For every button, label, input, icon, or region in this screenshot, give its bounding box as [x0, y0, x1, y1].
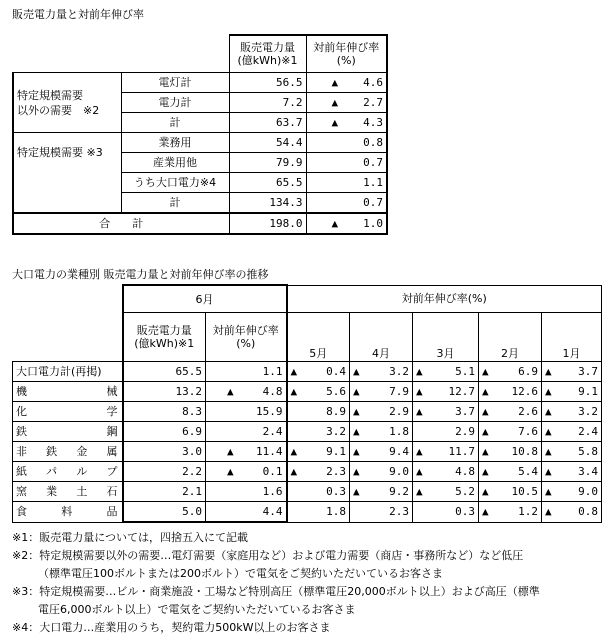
growth-value: 4.4 — [206, 502, 287, 523]
industry-label: 食料品 — [13, 502, 123, 523]
row-label: 業務用 — [121, 133, 229, 153]
trend-value: ▲ 2.6 — [479, 402, 542, 422]
industry-label: 機械 — [13, 382, 123, 402]
trend-value: 3.2 — [287, 422, 350, 442]
industry-row — [13, 402, 602, 422]
col-growth-header: 対前年伸び率 (%) — [306, 35, 387, 73]
note: 電圧6,000ボルト以上）で電気をご契約いただいているお客さま — [38, 603, 356, 616]
trend-value: ▲ 9.4 — [350, 442, 413, 462]
industry-row — [13, 482, 602, 502]
trend-value: ▲ 0.4 — [287, 362, 350, 382]
trend-value: ▲ 7.6 — [479, 422, 542, 442]
industry-label: 窯業土石 — [13, 482, 123, 502]
trend-value: ▲ 10.8 — [479, 442, 542, 462]
trend-value: ▲ 7.9 — [350, 382, 413, 402]
growth-value: ▲ 0.1 — [206, 462, 287, 482]
trend-value: ▲ 9.1 — [287, 442, 350, 462]
row-label: 計 — [121, 113, 229, 133]
group-specific: 特定規模需要 ※3 — [13, 133, 121, 214]
trend-value: ▲ 5.2 — [413, 482, 479, 502]
note: ※2：特定規模需要以外の需要…電灯需要（家庭用など）および電力需要（商店・事務所など）など低圧 — [12, 549, 524, 562]
month-col: 5月 — [287, 313, 350, 362]
trend-value: ▲ 2.4 — [542, 422, 602, 442]
growth-value: 1.1 — [306, 173, 387, 193]
industry-label: 鉄鋼 — [13, 422, 123, 442]
trend-value: 0.3 — [287, 482, 350, 502]
growth-value: 1.1 — [206, 362, 287, 382]
trend-value: ▲ 4.8 — [413, 462, 479, 482]
trend-value: ▲ 5.8 — [542, 442, 602, 462]
trend-value: ▲ 9.0 — [542, 482, 602, 502]
growth-value: 0.8 — [306, 133, 387, 153]
row-label: うち大口電力※4 — [121, 173, 229, 193]
growth-value: ▲ 11.4 — [206, 442, 287, 462]
sales-value: 79.9 — [229, 153, 306, 173]
col-sales-header: 販売電力量 (億kWh)※1 — [229, 35, 306, 73]
trend-value: ▲ 1.2 — [479, 502, 542, 523]
growth-value: ▲ 4.3 — [306, 113, 387, 133]
trend-value: ▲ 0.8 — [542, 502, 602, 523]
growth-value: 15.9 — [206, 402, 287, 422]
industry-row — [13, 442, 602, 462]
trend-value: 0.3 — [413, 502, 479, 523]
industry-table — [12, 284, 602, 523]
growth-value: ▲ 2.7 — [306, 93, 387, 113]
trend-value: ▲ 3.4 — [542, 462, 602, 482]
row-label: 電灯計 — [121, 73, 229, 93]
sales-table — [12, 34, 388, 235]
note: （標準電圧100ボルトまたは200ボルト）で電気をご契約いただいているお客さま — [38, 567, 443, 580]
industry-label: 紙パルプ — [13, 462, 123, 482]
growth-value: 0.7 — [306, 153, 387, 173]
sales-value: 2.2 — [123, 462, 206, 482]
industry-label: 大口電力計(再掲) — [13, 362, 123, 382]
trend-header: 対前年伸び率(%) — [287, 285, 602, 313]
industry-row — [13, 362, 602, 382]
footnotes — [12, 529, 602, 637]
industry-row — [13, 502, 602, 523]
growth-value: ▲ 4.8 — [206, 382, 287, 402]
industry-row — [13, 462, 602, 482]
sales-value: 54.4 — [229, 133, 306, 153]
col-growth-header: 対前年伸び率 (%) — [206, 313, 287, 362]
trend-value: 8.9 — [287, 402, 350, 422]
note: ※1：販売電力量については，四捨五入にて記載 — [12, 531, 248, 544]
growth-value: 2.4 — [206, 422, 287, 442]
month-col: 3月 — [413, 313, 479, 362]
total-sales: 198.0 — [229, 213, 306, 234]
trend-value: ▲ 2.9 — [350, 402, 413, 422]
row-label: 産業用他 — [121, 153, 229, 173]
trend-value: 1.8 — [287, 502, 350, 523]
sales-value: 134.3 — [229, 193, 306, 214]
row-label: 電力計 — [121, 93, 229, 113]
note: ※4：大口電力…産業用のうち，契約電力500kW以上のお客さま — [12, 621, 331, 634]
trend-value: ▲ 9.1 — [542, 382, 602, 402]
industry-row — [13, 422, 602, 442]
trend-value: ▲ 5.6 — [287, 382, 350, 402]
industry-row — [13, 382, 602, 402]
total-label: 合 計 — [13, 213, 229, 234]
industry-label: 化学 — [13, 402, 123, 422]
trend-value: ▲ 12.7 — [413, 382, 479, 402]
note: ※3：特定規模需要…ビル・商業施設・工場など特別高圧（標準電圧20,000ボルト以上）および高圧（標準 — [12, 585, 540, 598]
sales-value: 13.2 — [123, 382, 206, 402]
month-col: 1月 — [542, 313, 602, 362]
trend-value: ▲ 12.6 — [479, 382, 542, 402]
sales-value: 3.0 — [123, 442, 206, 462]
trend-value: ▲ 3.2 — [542, 402, 602, 422]
sales-value: 8.3 — [123, 402, 206, 422]
sales-value: 7.2 — [229, 93, 306, 113]
table1-title: 販売電力量と対前年伸び率 — [12, 8, 144, 21]
sales-value: 6.9 — [123, 422, 206, 442]
sales-value: 65.5 — [123, 362, 206, 382]
trend-value: ▲ 10.5 — [479, 482, 542, 502]
growth-value: ▲ 4.6 — [306, 73, 387, 93]
group-nonspecific: 特定規模需要 以外の需要 ※2 — [13, 73, 121, 133]
trend-value: ▲ 6.9 — [479, 362, 542, 382]
trend-value: ▲ 9.0 — [350, 462, 413, 482]
sales-value: 2.1 — [123, 482, 206, 502]
growth-value: 0.7 — [306, 193, 387, 214]
row-label: 計 — [121, 193, 229, 214]
sales-value: 56.5 — [229, 73, 306, 93]
col-sales-header: 販売電力量 (億kWh)※1 — [123, 313, 206, 362]
trend-value: ▲ 1.8 — [350, 422, 413, 442]
trend-value: ▲ 3.7 — [413, 402, 479, 422]
sales-value: 65.5 — [229, 173, 306, 193]
trend-value: ▲ 3.7 — [542, 362, 602, 382]
trend-value: 2.3 — [350, 502, 413, 523]
trend-value: ▲ 2.3 — [287, 462, 350, 482]
trend-value: 2.9 — [413, 422, 479, 442]
month-col: 2月 — [479, 313, 542, 362]
trend-value: ▲ 9.2 — [350, 482, 413, 502]
sales-value: 63.7 — [229, 113, 306, 133]
trend-value: ▲ 5.1 — [413, 362, 479, 382]
sales-value: 5.0 — [123, 502, 206, 523]
trend-value: ▲ 5.4 — [479, 462, 542, 482]
month-header: 6月 — [123, 285, 287, 313]
trend-value: ▲ 3.2 — [350, 362, 413, 382]
total-growth: ▲ 1.0 — [306, 213, 387, 234]
table2-title: 大口電力の業種別 販売電力量と対前年伸び率の推移 — [12, 268, 269, 281]
month-col: 4月 — [350, 313, 413, 362]
growth-value: 1.6 — [206, 482, 287, 502]
industry-label: 非鉄金属 — [13, 442, 123, 462]
trend-value: ▲ 11.7 — [413, 442, 479, 462]
